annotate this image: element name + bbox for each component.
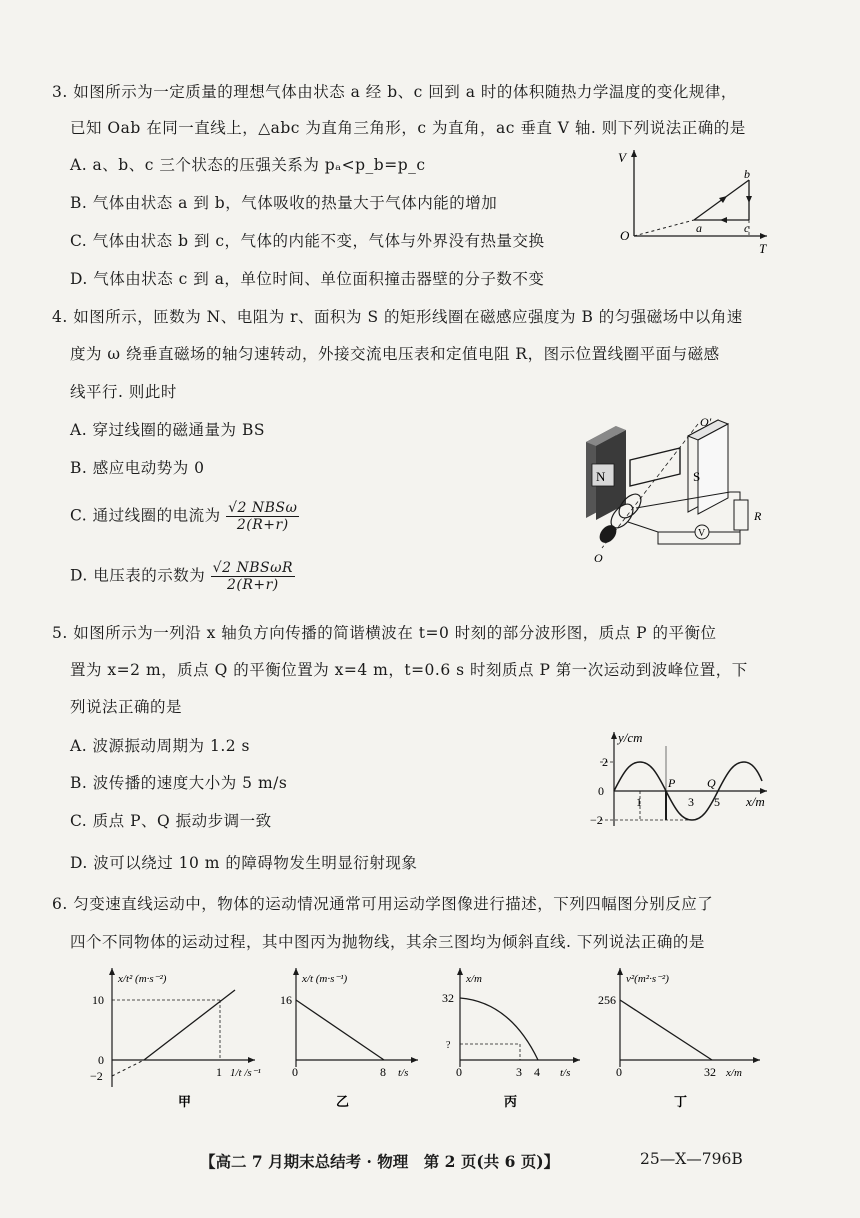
q6-ding-x-tick-32: 32 <box>704 1065 716 1079</box>
q5-option-d: D. 波可以绕过 10 m 的障碍物发生明显衍射现象 <box>70 854 418 872</box>
q5-option-c: C. 质点 P、Q 振动步调一致 <box>70 812 272 830</box>
q5-stem-line1: 5. 如图所示为一列沿 x 轴负方向传播的简谐横波在 t=0 时刻的部分波形图，质点 P 的平衡位 <box>52 624 717 642</box>
q4-north-label: N <box>596 469 606 484</box>
q6-stem-line1: 6. 匀变速直线运动中，物体的运动情况通常可用运动学图像进行描述，下列四幅图分别反应了 <box>52 895 714 913</box>
q5-x-tick-5: 5 <box>714 795 720 809</box>
q4-axis-top-label: O′ <box>700 415 712 429</box>
q5-stem-line3: 列说法正确的是 <box>70 698 183 716</box>
q6-bing-y-tick-32: 32 <box>442 991 454 1005</box>
q4-option-a: A. 穿过线圈的磁通量为 BS <box>70 421 265 439</box>
q6-yi-caption: 乙 <box>336 1094 350 1109</box>
q5-wave-graph <box>562 726 777 838</box>
q3-stem-line2: 已知 Oab 在同一直线上，△abc 为直角三角形，c 为直角，ac 垂直 V 轴. 则下列说法正确的是 <box>70 119 746 137</box>
q6-yi-y-axis: x/t (m·s⁻¹) <box>302 973 348 985</box>
q6-ding-y-axis: v²(m²·s⁻²) <box>626 973 669 985</box>
q6-yi-x-axis: t/s <box>398 1067 409 1079</box>
q5-option-b: B. 波传播的速度大小为 5 m/s <box>70 774 288 792</box>
q3-option-c: C. 气体由状态 b 到 c，气体的内能不变，气体与外界没有热量交换 <box>70 232 545 250</box>
q6-jia-y-tick-10: 10 <box>92 993 104 1007</box>
footer-code: 25—X—796B <box>640 1150 743 1168</box>
q3-option-b: B. 气体由状态 a 到 b，气体吸收的热量大于气体内能的增加 <box>70 194 498 212</box>
q5-origin-label: 0 <box>598 784 604 798</box>
q4-resistor-label: R <box>754 509 762 523</box>
q3-option-d: D. 气体由状态 c 到 a，单位时间、单位面积撞击器壁的分子数不变 <box>70 270 545 288</box>
q6-jia-caption: 甲 <box>178 1094 192 1109</box>
q3-v-axis-label: V <box>618 150 626 165</box>
q5-point-p: P <box>668 776 676 790</box>
q6-graph-jia <box>90 962 265 1110</box>
q3-t-axis-label: T <box>759 241 767 256</box>
q6-ding-y-tick-256: 256 <box>598 993 616 1007</box>
q4-option-c: C. 通过线圈的电流为 $\frac{\text{√2 NBSω}}{2(R+r)}$ <box>70 500 298 533</box>
q3-stem-line1: 3. 如图所示为一定质量的理想气体由状态 a 经 b、c 回到 a 时的体积随热力学温度的变化规律， <box>52 83 737 101</box>
q6-graph-yi <box>278 962 428 1110</box>
q5-y-tick-top: 2 <box>602 755 608 769</box>
q6-jia-y-tick-0: 0 <box>98 1053 104 1067</box>
q5-stem-line2: 置为 x=2 m，质点 Q 的平衡位置为 x=4 m，t=0.6 s 时刻质点 P 第一次运动到波峰位置，下 <box>70 661 748 679</box>
q4-stem-line1: 4. 如图所示，匝数为 N、电阻为 r、面积为 S 的矩形线圈在磁感应强度为 B 的匀强磁场中以角速 <box>52 308 743 326</box>
q4-south-label: S <box>693 469 701 484</box>
q5-y-tick-bottom: −2 <box>590 813 603 827</box>
q6-jia-y-axis: x/t² (m·s⁻²) <box>118 973 167 985</box>
q5-x-tick-1: 1 <box>636 795 642 809</box>
q6-jia-x-tick-1: 1 <box>216 1065 222 1079</box>
q5-x-tick-3: 3 <box>688 795 694 809</box>
q6-bing-y-tick-unknown: ? <box>446 1040 451 1051</box>
q6-bing-x-tick-3: 3 <box>516 1065 522 1079</box>
q3-point-b: b <box>744 167 750 181</box>
q6-ding-origin: 0 <box>616 1065 622 1079</box>
q5-option-a: A. 波源振动周期为 1.2 s <box>70 737 251 755</box>
q6-yi-origin: 0 <box>292 1065 298 1079</box>
q6-bing-x-tick-4: 4 <box>534 1065 540 1079</box>
q5-point-q: Q <box>707 776 716 790</box>
q6-bing-caption: 丙 <box>504 1094 518 1109</box>
q6-bing-y-axis: x/m <box>466 973 482 985</box>
q4-voltmeter-label: V <box>698 528 706 539</box>
footer-title: 【高二 7 月期末总结考 · 物理 第 2 页(共 6 页)】 <box>200 1152 560 1171</box>
q6-yi-y-tick-16: 16 <box>280 993 292 1007</box>
q6-jia-x-axis: 1/t /s⁻¹ <box>230 1067 261 1079</box>
q6-stem-line2: 四个不同物体的运动过程，其中图丙为抛物线，其余三图均为倾斜直线. 下列说法正确的是 <box>70 933 705 951</box>
q4-axis-bottom-label: O <box>594 551 603 565</box>
q6-graph-bing <box>440 962 590 1110</box>
q3-point-c: c <box>744 221 750 235</box>
q6-jia-y-tick-neg2: −2 <box>90 1069 103 1083</box>
q3-point-a: a <box>696 221 702 235</box>
q4-option-d: D. 电压表的示数为 $\frac{\text{√2 NBSωR}}{2(R+r)}$ <box>70 560 294 593</box>
q3-option-a: A. a、b、c 三个状态的压强关系为 pₐ<p_b=p_c <box>70 156 426 174</box>
q5-y-axis-label: y/cm <box>618 730 643 745</box>
q6-graph-ding <box>600 962 770 1110</box>
q3-origin-label: O <box>620 228 630 243</box>
q4-stem-line3: 线平行. 则此时 <box>70 383 177 401</box>
q6-bing-origin: 0 <box>456 1065 462 1079</box>
q6-yi-x-tick-8: 8 <box>380 1065 386 1079</box>
q4-generator-figure <box>580 412 780 572</box>
q6-ding-x-axis: x/m <box>726 1067 742 1079</box>
q3-vt-graph <box>612 140 777 260</box>
q6-ding-caption: 丁 <box>674 1094 688 1109</box>
q6-bing-x-axis: t/s <box>560 1067 571 1079</box>
q5-x-axis-label: x/m <box>746 794 765 809</box>
q4-option-b: B. 感应电动势为 0 <box>70 459 205 477</box>
q4-stem-line2: 度为 ω 绕垂直磁场的轴匀速转动，外接交流电压表和定值电阻 R，图示位置线圈平面与磁感 <box>70 345 720 363</box>
